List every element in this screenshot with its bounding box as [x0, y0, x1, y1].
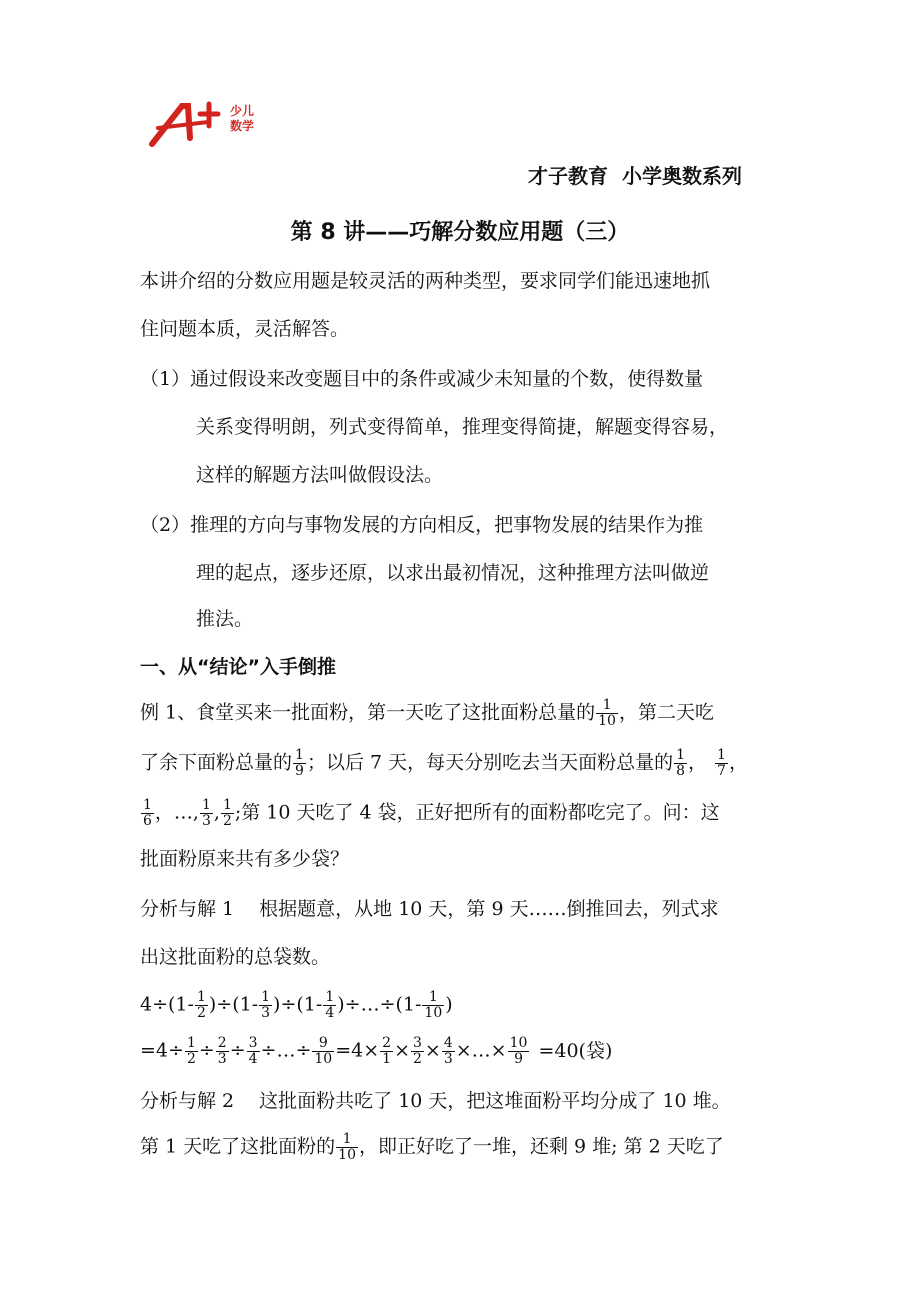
formula-line-2 [140, 1036, 612, 1067]
point1-line-2: 关系变得明朗，列式变得简单，推理变得简捷，解题变得容易， [196, 416, 729, 438]
text: ；以后 7 天，每天分别吃去当天面粉总量的 [306, 751, 674, 774]
fraction: $\frac{1}{10}$ [598, 697, 616, 729]
text: ，第二天吃 [618, 701, 714, 724]
fraction: $\frac{1}{7}$ [717, 747, 726, 779]
text: )÷(1- [208, 993, 259, 1016]
text: =40(袋) [538, 1039, 613, 1062]
fraction: $\frac{4}{3}$ [443, 1035, 453, 1067]
fraction: $\frac{1}{2}$ [186, 1035, 196, 1067]
fraction: $\frac{1}{10}$ [338, 1131, 356, 1163]
series-name: 小学奥数系列 [622, 164, 742, 188]
text: =4× [335, 1039, 380, 1062]
text: ，…, [154, 801, 199, 824]
fraction: $\frac{3}{2}$ [413, 1035, 422, 1067]
intro-line-2: 住问题本质，灵活解答。 [140, 318, 350, 340]
analysis2-line-1: 分析与解 2 这批面粉共吃了 10 天，把这堆面粉平均分成了 10 堆。 [140, 1090, 731, 1112]
text: × [394, 1039, 410, 1062]
fraction: $\frac{2}{3}$ [217, 1035, 227, 1067]
page-title: 第 8 讲——巧解分数应用题（三） [290, 220, 630, 245]
point1-line-3: 这样的解题方法叫做假设法。 [196, 464, 444, 486]
example1-line-4: 批面粉原来共有多少袋？ [140, 848, 350, 870]
text: 4÷(1- [140, 993, 194, 1016]
point2-line-3: 推法。 [196, 608, 254, 630]
formula-line-1 [140, 990, 453, 1021]
text: 例 1、食堂买来一批面粉，第一天吃了这批面粉总量的 [140, 701, 596, 724]
text: )÷(1- [273, 993, 323, 1016]
fraction: $\frac{9}{10}$ [314, 1035, 333, 1067]
analysis1-line-2: 出这批面粉的总袋数。 [140, 946, 331, 968]
text: ×…× [455, 1039, 507, 1062]
fraction: $\frac{2}{1}$ [382, 1035, 392, 1067]
analysis2-line-2 [140, 1132, 724, 1163]
header-series [528, 160, 742, 189]
point2-line-2: 理的起点，逐步还原，以求出最初情况，这种推理方法叫做逆 [196, 562, 710, 584]
text: , [213, 801, 220, 824]
fraction: $\frac{1}{6}$ [143, 797, 152, 829]
logo [148, 100, 278, 152]
fraction: $\frac{3}{4}$ [248, 1035, 258, 1067]
text: ÷…÷ [260, 1039, 312, 1062]
text: ，即正好吃了一堆，还剩 9 堆; 第 2 天吃了 [359, 1135, 724, 1158]
text: ÷ [198, 1039, 215, 1062]
text: =4÷ [140, 1039, 184, 1062]
fraction: $\frac{1}{3}$ [261, 989, 271, 1021]
logo-text-bottom: 数学 [230, 119, 255, 133]
fraction: $\frac{1}{2}$ [196, 989, 206, 1021]
logo-text-top: 少儿 [230, 104, 255, 118]
intro-line-1: 本讲介绍的分数应用题是较灵活的两种类型，要求同学们能迅速地抓 [140, 270, 711, 292]
text: ， [688, 751, 708, 774]
text: 第 1 天吃了这批面粉的 [140, 1135, 336, 1158]
section-heading: 一、从“结论”入手倒推 [140, 656, 336, 678]
text: )÷…÷(1- [337, 993, 422, 1016]
fraction: $\frac{1}{4}$ [325, 989, 335, 1021]
point1-line-1: （1）通过假设来改变题目中的条件或减少未知量的个数，使得数量 [140, 368, 704, 390]
example1-line-1 [140, 698, 714, 729]
text: × [424, 1039, 441, 1062]
logo-mark [148, 100, 278, 152]
fraction: $\frac{1}{10}$ [424, 989, 443, 1021]
fraction: $\frac{1}{2}$ [222, 797, 232, 829]
fraction: $\frac{1}{9}$ [295, 747, 304, 779]
brand-name: 才子教育 [528, 164, 608, 188]
text: ÷ [229, 1039, 246, 1062]
text: ;第 10 天吃了 4 袋，正好把所有的面粉都吃完了。问：这 [234, 801, 720, 824]
point2-line-1: （2）推理的方向与事物发展的方向相反，把事物发展的结果作为推 [140, 514, 704, 536]
text: ， [728, 751, 748, 774]
fraction: $\frac{10}{9}$ [509, 1035, 528, 1067]
text: ) [445, 993, 453, 1016]
example1-line-3 [140, 798, 720, 829]
text: 了余下面粉总量的 [140, 751, 293, 774]
fraction: $\frac{1}{3}$ [201, 797, 211, 829]
example1-line-2 [140, 748, 748, 779]
fraction: $\frac{1}{8}$ [676, 747, 686, 779]
analysis1-line-1: 分析与解 1 根据题意，从地 10 天，第 9 天……倒推回去，列式求 [140, 898, 719, 920]
